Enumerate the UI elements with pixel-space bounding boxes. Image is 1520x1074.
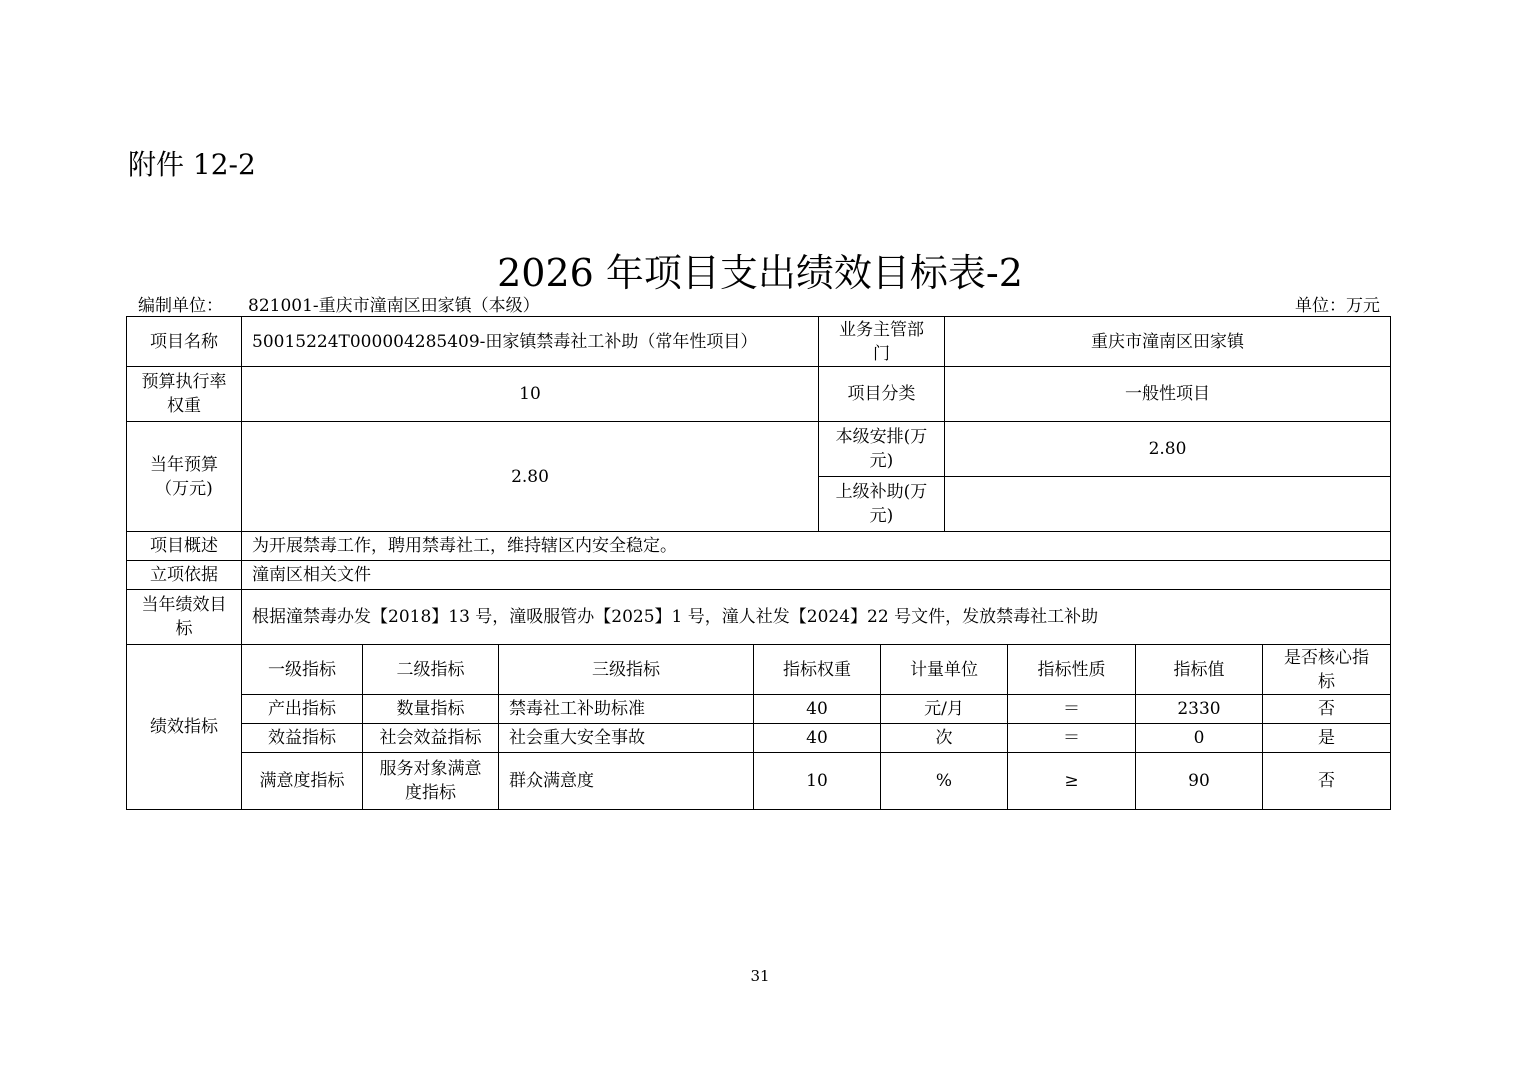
- department-value: 重庆市潼南区田家镇: [1091, 331, 1244, 352]
- budget-value: 2.80: [511, 466, 549, 487]
- table-cell: 次: [935, 728, 953, 748]
- table-cell: 40: [806, 728, 828, 748]
- basis-label: 立项依据: [150, 565, 218, 585]
- table-cell: %: [935, 771, 953, 791]
- table-cell: 服务对象满意度指标: [379, 759, 482, 803]
- local-funding-value: 2.80: [1148, 439, 1187, 459]
- table-cell: 90: [1188, 771, 1210, 791]
- header-core: 是否核心指标: [1284, 647, 1369, 692]
- table-cell: 禁毒社工补助标准: [509, 699, 645, 719]
- table-cell: 40: [806, 699, 828, 719]
- category-value: 一般性项目: [1125, 384, 1210, 404]
- page-number: 31: [750, 967, 770, 985]
- header-weight: 指标权重: [783, 659, 851, 680]
- table-cell: 元/月: [924, 699, 964, 719]
- table-cell: 社会效益指标: [379, 728, 482, 748]
- table-cell: 否: [1318, 699, 1335, 719]
- project-name-value: 50015224T000004285409-田家镇禁毒社工补助（常年性项目）: [252, 331, 758, 352]
- category-label: 项目分类: [847, 384, 916, 404]
- table-cell: ＝: [1063, 699, 1080, 719]
- header-value: 指标值: [1173, 659, 1225, 680]
- overview-value: 为开展禁毒工作，聘用禁毒社工，维持辖区内安全稳定。: [252, 536, 677, 556]
- overview-label: 项目概述: [150, 536, 218, 556]
- table-cell: 产出指标: [268, 699, 336, 719]
- header-unit: 计量单位: [910, 659, 978, 680]
- budget-label: 当年预算（万元): [150, 454, 218, 499]
- table-cell: 2330: [1177, 699, 1221, 719]
- table-cell: 10: [806, 771, 828, 791]
- table-cell: ＝: [1063, 728, 1080, 748]
- table-cell: 否: [1318, 771, 1335, 791]
- header-level2: 二级指标: [396, 659, 465, 680]
- table-cell: 是: [1318, 728, 1335, 748]
- header-level1: 一级指标: [268, 659, 336, 680]
- upper-funding-label: 上级补助(万元): [835, 482, 928, 526]
- table-cell: 0: [1193, 728, 1205, 748]
- document-title: 2026 年项目支出绩效目标表-2: [497, 251, 1023, 295]
- department-label: 业务主管部门: [839, 319, 924, 364]
- table-border-bottom: [126, 809, 1390, 810]
- attachment-prefix: 附件: [128, 148, 185, 181]
- table-cell: 社会重大安全事故: [509, 728, 645, 748]
- upper-funding-value: [945, 477, 1390, 531]
- project-name-label: 项目名称: [150, 331, 218, 352]
- compiling-unit-value: 821001-重庆市潼南区田家镇（本级）: [248, 296, 540, 316]
- indicators-label: 绩效指标: [150, 717, 218, 737]
- table-cell: 群众满意度: [509, 771, 594, 791]
- currency-unit: 单位：万元: [1295, 296, 1380, 316]
- basis-value: 潼南区相关文件: [252, 565, 371, 585]
- goal-value: 根据潼禁毒办发【2018】13 号，潼吸服管办【2025】1 号，潼人社发【2024】22 号文件，发放禁毒社工补助: [252, 607, 1099, 627]
- table-cell: 数量指标: [396, 699, 465, 719]
- header-nature: 指标性质: [1037, 659, 1106, 680]
- table-cell: 满意度指标: [259, 771, 345, 791]
- table-cell: ≥: [1064, 771, 1079, 791]
- header-level3: 三级指标: [592, 659, 660, 680]
- compiling-unit-label: 编制单位：: [138, 296, 223, 316]
- local-funding-label: 本级安排(万元): [835, 427, 928, 471]
- table-border-right: [1390, 316, 1391, 810]
- table-cell: 效益指标: [268, 728, 336, 748]
- attachment-number: 12-2: [192, 148, 256, 181]
- weight-label: 预算执行率权重: [141, 372, 227, 416]
- weight-value: 10: [519, 384, 541, 404]
- goal-label: 当年绩效目标: [141, 595, 227, 639]
